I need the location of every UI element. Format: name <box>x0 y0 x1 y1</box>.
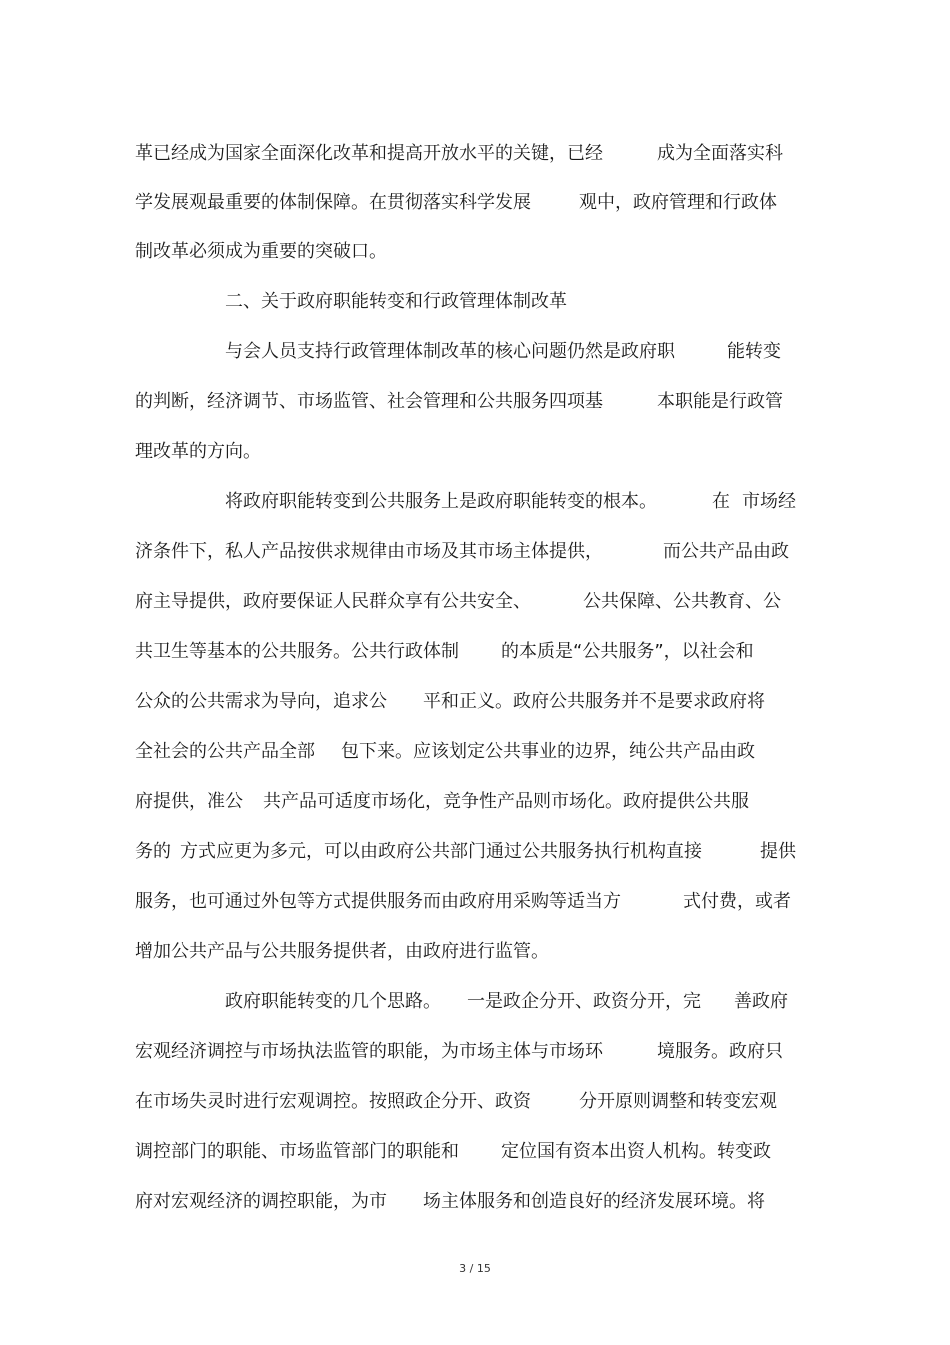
text-segment: 境服务。政府只 <box>657 1041 783 1062</box>
text-segment: 善政府 <box>734 991 788 1012</box>
text-line <box>0 338 950 366</box>
text-line <box>0 838 950 866</box>
text-segment: 增加公共产品与公共服务提供者，由政府进行监管。 <box>135 941 549 962</box>
text-segment: 包下来。应该划定公共事业的边界，纯公共产品由政 <box>341 741 755 762</box>
text-line <box>0 1188 950 1216</box>
text-segment: 成为全面落实科 <box>657 143 783 164</box>
text-segment: 济条件下，私人产品按供求规律由市场及其市场主体提供， <box>135 541 603 562</box>
text-segment: 公共保障、公共教育、公 <box>583 591 781 612</box>
text-segment: 制改革必须成为重要的突破口。 <box>135 241 387 262</box>
text-segment: 在市场失灵时进行宏观调控。按照政企分开、政资 <box>135 1091 531 1112</box>
text-segment: 式付费，或者 <box>683 891 791 912</box>
text-segment: 在 <box>712 491 730 512</box>
text-segment: 与会人员支持行政管理体制改革的核心问题仍然是政府职 <box>225 341 675 362</box>
text-segment: 调控部门的职能、市场监管部门的职能和 <box>135 1141 459 1162</box>
text-segment: 的判断，经济调节、市场监管、社会管理和公共服务四项基 <box>135 391 603 412</box>
text-line <box>0 1138 950 1166</box>
text-segment: 提供 <box>760 841 796 862</box>
text-line <box>0 1088 950 1116</box>
text-segment: 定位国有资本出资人机构。转变政 <box>501 1141 771 1162</box>
section-heading <box>0 288 950 316</box>
text-segment: 宏观经济调控与市场执法监管的职能，为市场主体与市场环 <box>135 1041 603 1062</box>
text-segment: 府提供，准公 <box>135 791 243 812</box>
text-segment: 共卫生等基本的公共服务。公共行政体制 <box>135 641 459 662</box>
text-segment: 二、关于政府职能转变和行政管理体制改革 <box>225 291 567 312</box>
text-line <box>0 738 950 766</box>
text-segment: 市场经 <box>742 491 796 512</box>
text-segment: 革已经成为国家全面深化改革和提高开放水平的关键，已经 <box>135 143 603 164</box>
text-segment: 服务，也可通过外包等方式提供服务而由政府用采购等适当方 <box>135 891 621 912</box>
text-segment: 本职能是行政管 <box>657 391 783 412</box>
text-segment: 学发展观最重要的体制保障。在贯彻落实科学发展 <box>135 192 531 213</box>
text-segment: 将政府职能转变到公共服务上是政府职能转变的根本。 <box>225 491 657 512</box>
text-segment: 府对宏观经济的调控职能，为市 <box>135 1191 387 1212</box>
text-segment: 务的 <box>135 841 171 862</box>
text-segment: 一是政企分开、政资分开，完 <box>467 991 701 1012</box>
text-segment: 方式应更为多元，可以由政府公共部门通过公共服务执行机构直接 <box>180 841 702 862</box>
page-number: 3 / 15 <box>459 1262 491 1275</box>
text-segment: 场主体服务和创造良好的经济发展环境。将 <box>423 1191 765 1212</box>
text-line <box>0 488 950 516</box>
text-line <box>0 238 950 266</box>
text-line <box>0 888 950 916</box>
text-segment: 观中，政府管理和行政体 <box>579 192 777 213</box>
text-segment: 能转变 <box>727 341 781 362</box>
text-line <box>0 438 950 466</box>
text-segment: 分开原则调整和转变宏观 <box>579 1091 777 1112</box>
text-segment: 而公共产品由政 <box>663 541 789 562</box>
text-line <box>0 189 950 217</box>
text-line <box>0 538 950 566</box>
text-line <box>0 1038 950 1066</box>
text-segment: 平和正义。政府公共服务并不是要求政府将 <box>423 691 765 712</box>
text-line <box>0 140 950 168</box>
text-line <box>0 988 950 1016</box>
text-segment: 政府职能转变的几个思路。 <box>225 991 441 1012</box>
text-segment: 共产品可适度市场化，竞争性产品则市场化。政府提供公共服 <box>263 791 749 812</box>
text-line <box>0 638 950 666</box>
text-line <box>0 588 950 616</box>
text-line <box>0 388 950 416</box>
text-line <box>0 688 950 716</box>
text-line <box>0 788 950 816</box>
text-segment: 全社会的公共产品全部 <box>135 741 315 762</box>
text-segment: 理改革的方向。 <box>135 441 261 462</box>
text-segment: 的本质是“公共服务”，以社会和 <box>501 641 754 662</box>
text-line <box>0 938 950 966</box>
text-segment: 公众的公共需求为导向，追求公 <box>135 691 387 712</box>
text-segment: 府主导提供，政府要保证人民群众享有公共安全、 <box>135 591 531 612</box>
